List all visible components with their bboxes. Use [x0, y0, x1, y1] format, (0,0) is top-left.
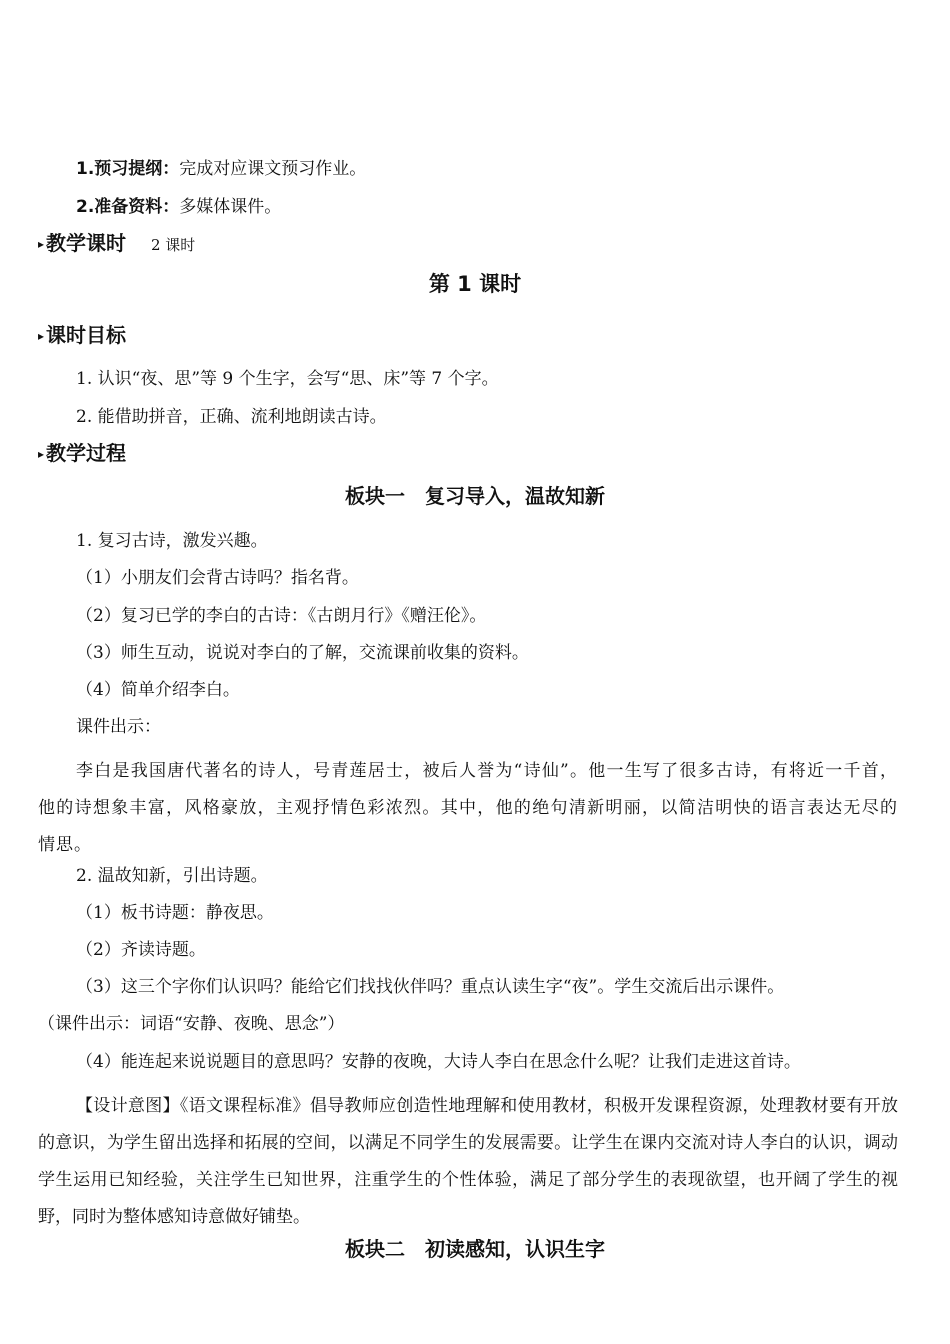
prep-item-1 — [76, 158, 366, 180]
step-1-item: （4）简单介绍李白。 — [76, 680, 240, 700]
courseware-label: 课件出示： — [76, 717, 161, 737]
step-2-item: （2）齐读诗题。 — [76, 940, 206, 960]
step-2-item: （1）板书诗题：静夜思。 — [76, 903, 274, 923]
prep-item-2-text: 多媒体课件。 — [179, 197, 282, 217]
prep-item-2-title: 准备资料： — [94, 197, 180, 217]
step-1-item: （1）小朋友们会背古诗吗？指名背。 — [76, 568, 359, 588]
goal-item: 1. 认识“夜、思”等 9 个生字，会写“思、床”等 7 个字。 — [76, 369, 499, 389]
teaching-hours-heading — [38, 232, 195, 256]
step-1-item: （2）复习已学的李白的古诗：《古朗月行》《赠汪伦》。 — [76, 606, 487, 626]
prep-item-2 — [76, 196, 281, 218]
step-2-item: （3）这三个字你们认识吗？能给它们找找伙伴吗？重点认读生字“夜”。学生交流后出示课件。 — [76, 977, 785, 997]
triangle-marker-icon: ▸ — [38, 447, 45, 461]
prep-item-1-title: 预习提纲： — [94, 159, 180, 179]
block-1-step-2: 2. 温故知新，引出诗题。 — [76, 866, 268, 886]
prep-item-2-label: 2. — [76, 197, 95, 217]
goal-item: 2. 能借助拼音，正确、流利地朗读古诗。 — [76, 407, 387, 427]
process-heading — [38, 442, 126, 465]
goals-title: 课时目标 — [46, 323, 127, 347]
triangle-marker-icon: ▸ — [38, 329, 45, 343]
lesson-title: 第 1 课时 — [428, 272, 522, 296]
block-2-title: 板块二 初读感知，认识生字 — [345, 1237, 605, 1261]
triangle-marker-icon: ▸ — [38, 237, 45, 251]
prep-item-1-label: 1. — [76, 159, 95, 179]
process-title: 教学过程 — [46, 441, 127, 465]
courseware-text: 李白是我国唐代著名的诗人，号青莲居士，被后人誉为“诗仙”。他一生写了很多古诗，有将近一千首，他的诗想象丰富，风格豪放，主观抒情色彩浓烈。其中，他的绝句清新明丽，以简洁明快的语言表达无尽的情思。 — [38, 761, 898, 855]
step-2-item: （4）能连起来说说题目的意思吗？安静的夜晚，大诗人李白在思念什么呢？让我们走进这首诗。 — [76, 1052, 801, 1072]
step-2-item: （课件出示：词语“安静、夜晚、思念”） — [38, 1014, 345, 1034]
design-intent: 【设计意图】《语文课程标准》倡导教师应创造性地理解和使用教材，积极开发课程资源，处理教材要有开放的意识，为学生留出选择和拓展的空间，以满足不同学生的发展需要。让学生在课内交流对诗人李白的认识，调动学生运用已知经验，关注学生已知世界，注重学生的个性体验，满足了部分学生的表现欲望，也开阔了学生的视野，同时为整体感知诗意做好铺垫。 — [38, 1096, 898, 1227]
goals-heading — [38, 324, 126, 347]
teaching-hours-title: 教学课时 — [46, 231, 127, 255]
block-1-title: 板块一 复习导入，温故知新 — [345, 484, 605, 508]
teaching-hours-value: 2 课时 — [151, 236, 196, 254]
prep-item-1-text: 完成对应课文预习作业。 — [179, 159, 367, 179]
block-1-step-1: 1. 复习古诗，激发兴趣。 — [76, 531, 268, 551]
step-1-item: （3）师生互动，说说对李白的了解，交流课前收集的资料。 — [76, 643, 529, 663]
